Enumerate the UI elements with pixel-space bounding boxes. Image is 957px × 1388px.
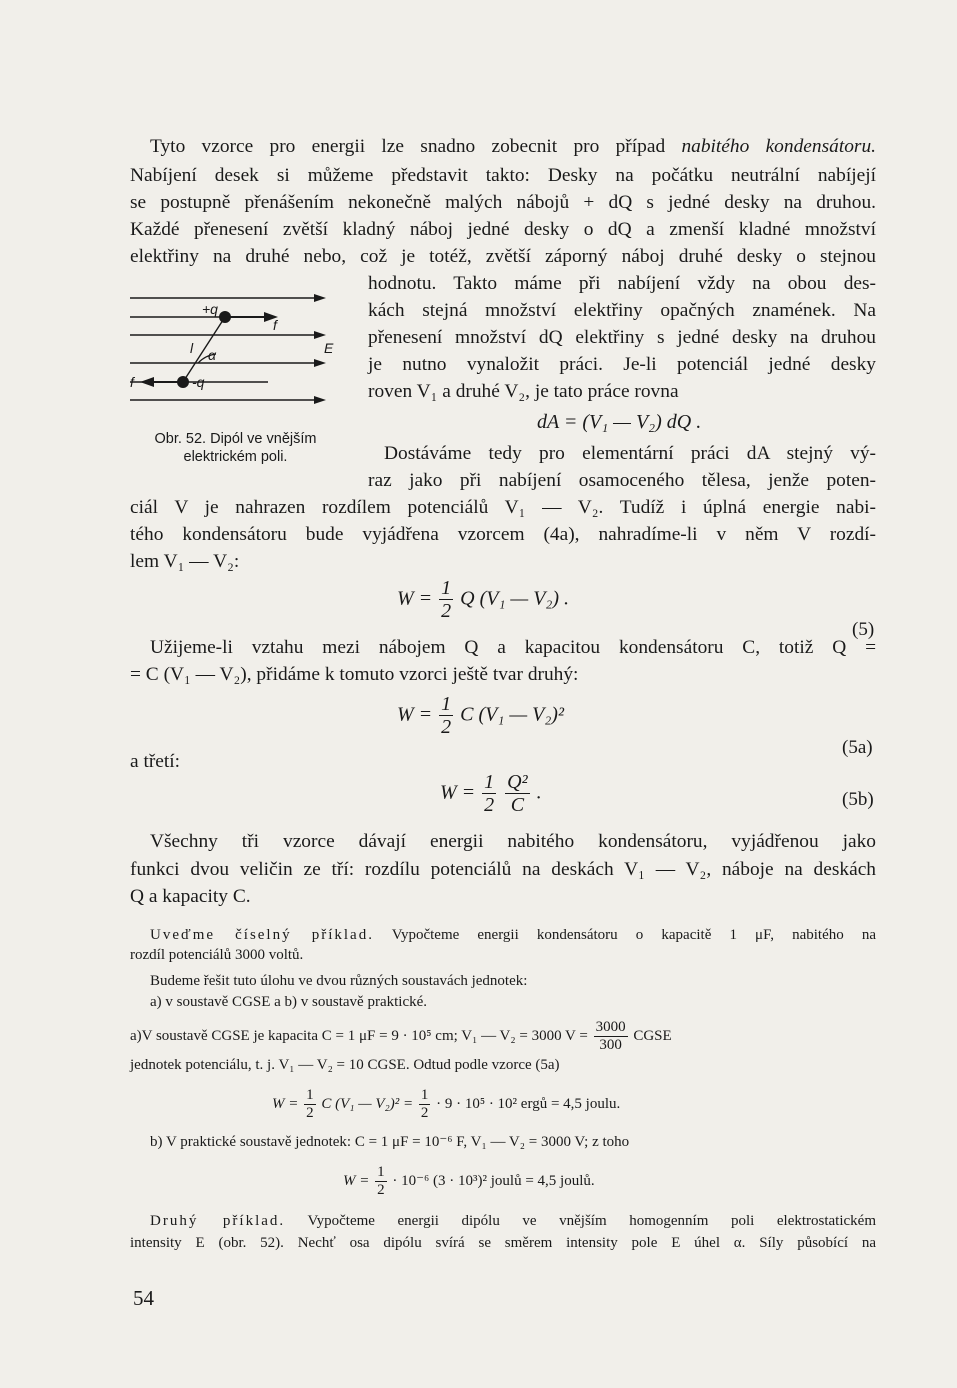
- text-line: Všechny tři vzorce dávají energii nabitého kondensátoru, vyjádřenou jako: [150, 831, 876, 852]
- example-equation-a: W = $\frac{1}{2}$ C (V₁ — V₂)² = $\frac{1}{2}$ · 9 · 10⁵ · 10² ergů = 4,5 joulu.: [272, 1087, 621, 1121]
- figure-caption: Obr. 52. Dipól ve vnějším elektrickém poli.: [154, 431, 317, 465]
- text-line: Každé přenesení zvětší kladný náboj jedné desky o dQ a zmenší kladné množství: [130, 219, 876, 240]
- example-line: Budeme řešit tuto úlohu ve dvou různých soustavách jednotek:: [150, 973, 528, 989]
- example-line: a) v soustavě CGSE a b) v soustavě praktické.: [150, 994, 428, 1010]
- example-line: Uveďme číselný příklad. Vypočteme energii kondensátoru o kapacitě 1 μF, nabitého na: [150, 927, 877, 943]
- text-line: je nutno vynaložit práci. Je-li potenciál jedné desky: [368, 354, 876, 375]
- dipole-figure: [128, 290, 343, 412]
- text-line: hodnotu. Takto máme při nabíjení vždy na obou des-: [368, 273, 876, 294]
- example-line: jednotek potenciálu, t. j. V₁ — V₂ = 10 CGSE. Odtud podle vzorce (5a): [130, 1057, 560, 1073]
- text-line: = C (V₁ — V₂), přidáme k tomuto vzorci ještě tvar druhý:: [130, 664, 579, 685]
- text-line: Užijeme-li vztahu mezi nábojem Q a kapacitou kondensátoru C, totiž Q =: [150, 637, 876, 658]
- example-line: b) V praktické soustavě jednotek: C = 1 μF = 10⁻⁶ F, V₁ — V₂ = 3000 V; z toho: [150, 1134, 630, 1150]
- text-line: přenesení množství dQ elektřiny s jedné desky na druhou: [368, 327, 876, 348]
- page-number: 54: [133, 1286, 154, 1310]
- text-line: lem V₁ — V₂:: [130, 551, 240, 572]
- equation-5: W = $\frac{1}{2}$ Q (V₁ — V₂) .: [397, 577, 570, 622]
- text-line: ciál V je nahrazen rozdílem potenciálů V₁ — V₂. Tudíž i úplná energie nabi-: [130, 497, 876, 518]
- text-line: a třetí:: [130, 751, 181, 772]
- equation-5b: W = $\frac{1}{2}$ $\frac{\text{Q²}}{C}$ .: [440, 771, 542, 816]
- text-line: Q a kapacity C.: [130, 886, 251, 907]
- example-line: rozdíl potenciálů 3000 voltů.: [130, 947, 304, 963]
- example-equation-b: W = $\frac{1}{2}$ · 10⁻⁶ (3 · 10³)² joulů = 4,5 joulů.: [343, 1164, 595, 1198]
- text-line: roven V₁ a druhé V₂, je tato práce rovna: [368, 381, 679, 402]
- text-line: funkci dvou veličin ze tří: rozdílu potenciálů na deskách V₁ — V₂, náboje na deskách: [130, 859, 876, 880]
- equation-dA: dA = (V₁ — V₂) dQ .: [537, 411, 702, 433]
- example-line: Druhý příklad. Vypočteme energii dipólu ve vnějším homogenním poli elektrostatickém: [150, 1213, 876, 1229]
- text-line: tého kondensátoru bude vyjádřena vzorcem (4a), nahradíme-li v něm V rozdí-: [130, 524, 876, 545]
- positive-charge: [219, 311, 231, 323]
- example-line: intensity E (obr. 52). Nechť osa dipólu svírá se směrem intensity pole E úhel α. Síly působící na: [130, 1235, 876, 1251]
- text-line: Nabíjení desek si můžeme představit takto: Desky na počátku neutrální nabíjejí: [130, 165, 876, 186]
- equation-5a-number: (5a): [842, 737, 873, 758]
- arrow-force-bottom: [140, 377, 154, 387]
- label-E: E: [324, 340, 334, 356]
- text-line: Dostáváme tedy pro elementární práci dA stejný vý-: [384, 443, 876, 464]
- negative-charge: [177, 376, 189, 388]
- label-minus-q: -q: [192, 374, 205, 390]
- example-line: a)V soustavě CGSE je kapacita C = 1 μF = 9 · 10⁵ cm; V₁ — V₂ = 3000 V = $\frac{3000}{300}$ CGSE: [130, 1019, 672, 1053]
- label-f-bottom: f: [130, 374, 134, 390]
- label-plus-q: +q: [202, 301, 218, 317]
- label-alpha: α: [208, 347, 216, 363]
- text-line: Tyto vzorce pro energii lze snadno zobecnit pro případ nabitého kondensátoru.: [150, 136, 876, 157]
- text-line: raz jako při nabíjení osamoceného tělesa, jenže poten-: [368, 470, 876, 491]
- equation-5a: W = $\frac{1}{2}$ C (V₁ — V₂)²: [397, 693, 564, 738]
- label-l: l: [190, 340, 194, 356]
- text-line: kách stejná množství elektřiny opačných znamének. Na: [368, 300, 876, 321]
- label-f-top: f: [273, 317, 277, 333]
- equation-5b-number: (5b): [842, 789, 874, 810]
- equation-5-number: (5): [852, 619, 875, 640]
- text-line: elektřiny na druhé nebo, což je totéž, zvětší záporný náboj druhé desky o stejnou: [130, 246, 876, 267]
- text-line: se postupně přenášením nekonečně malých nábojů + dQ s jedné desky na druhou.: [130, 192, 876, 213]
